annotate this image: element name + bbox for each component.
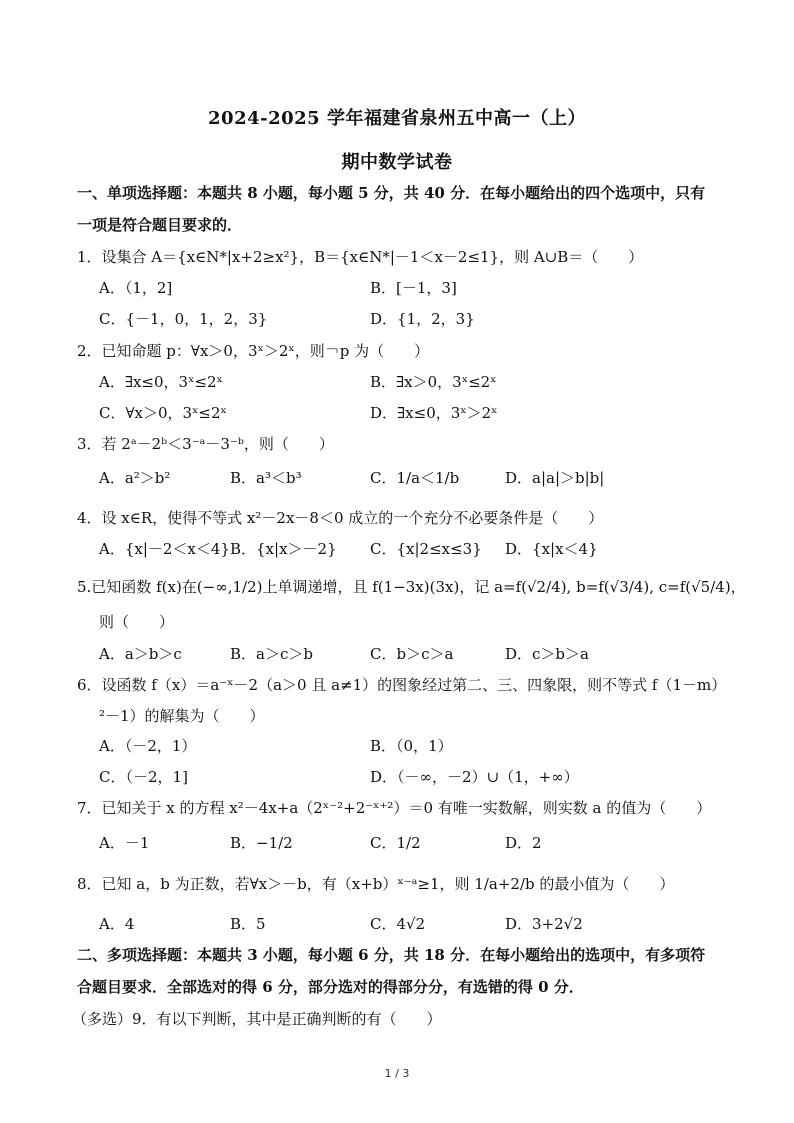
q8-stem: 8．已知 a，b 为正数，若∀x＞－b，有（x+b）ˣ⁻ᵃ≥1，则 1/a+2/b 的最小值为（ ）	[77, 875, 675, 893]
q6-option-d: D．（－∞，－2）∪（1，+∞）	[370, 768, 579, 786]
q2-option-b: B．∃x＞0，3ˣ≤2ˣ	[370, 373, 497, 391]
q4-option-a: A．{x|－2＜x＜4}	[99, 540, 230, 558]
page-subtitle: 期中数学试卷	[341, 152, 453, 173]
q1-stem: 1．设集合 A＝{x∈N*|x+2≥x²}，B＝{x∈N*|－1＜x－2≤1}，则 A∪B＝（ ）	[77, 248, 644, 266]
q3-option-b: B．a³＜b³	[230, 469, 302, 487]
q3-option-a: A．a²＞b²	[99, 469, 171, 487]
section1-heading: 一、单项选择题：本题共 8 小题，每小题 5 分，共 40 分．在每小题给出的四个选项中，只有	[77, 184, 706, 202]
q1-option-a: A．（1，2]	[99, 279, 173, 297]
q3-stem: 3．若 2ᵃ－2ᵇ＜3⁻ᵃ－3⁻ᵇ，则（ ）	[77, 435, 334, 453]
q2-option-d: D．∃x≤0，3ˣ＞2ˣ	[370, 404, 498, 422]
q7-option-b: B．−1/2	[230, 834, 293, 852]
q5-stem-cont: 则（ ）	[99, 613, 175, 631]
q7-option-a: A．－1	[99, 834, 150, 852]
q2-option-a: A．∃x≤0，3ˣ≤2ˣ	[99, 373, 223, 391]
q9-stem: （多选）9．有以下判断，其中是正确判断的有（ ）	[72, 1010, 442, 1028]
q5-option-d: D．c＞b＞a	[505, 645, 589, 663]
q4-option-b: B．{x|x＞－2}	[230, 540, 337, 558]
q5-option-a: A．a＞b＞c	[99, 645, 182, 663]
q4-stem: 4．设 x∈R，使得不等式 x²－2x－8＜0 成立的一个充分不必要条件是（ ）	[77, 509, 604, 527]
q6-option-c: C．（－2，1]	[99, 768, 188, 786]
q2-option-c: C．∀x＞0，3ˣ≤2ˣ	[99, 404, 227, 422]
page-title: 2024-2025 学年福建省泉州五中高一（上）	[208, 108, 586, 129]
q6-stem-cont: ²－1）的解集为（ ）	[99, 707, 265, 725]
q6-stem: 6．设函数 f（x）＝a⁻ˣ－2（a＞0 且 a≠1）的图象经过第二、三、四象限，则不等式 f（1－m）	[77, 676, 727, 694]
section1-heading-cont: 一项是符合题目要求的．	[77, 216, 243, 234]
q7-option-c: C．1/2	[370, 834, 421, 852]
section2-heading: 二、多项选择题：本题共 3 小题，每小题 6 分，共 18 分．在每小题给出的选项中，有多项符	[77, 946, 706, 964]
q6-option-a: A．（－2，1）	[99, 737, 197, 755]
q1-option-d: D．{1，2，3}	[370, 310, 475, 328]
q8-option-a: A．4	[99, 915, 135, 933]
q6-option-b: B．（0，1）	[370, 737, 453, 755]
q4-option-c: C．{x|2≤x≤3}	[370, 540, 482, 558]
section2-heading-cont: 合题目要求．全部选对的得 6 分，部分选对的得部分分，有选错的得 0 分．	[77, 978, 584, 996]
q7-stem: 7．已知关于 x 的方程 x²－4x+a（2ˣ⁻²+2⁻ˣ⁺²）＝0 有唯一实数解，则实数 a 的值为（ ）	[77, 799, 712, 817]
q5-option-c: C．b＞c＞a	[370, 645, 454, 663]
q1-option-b: B．[－1，3]	[370, 279, 457, 297]
q5-option-b: B．a＞c＞b	[230, 645, 313, 663]
q8-option-d: D．3+2√2	[505, 915, 583, 933]
page-number: 1 / 3	[384, 1067, 410, 1080]
q3-option-d: D．a|a|＞b|b|	[505, 469, 605, 487]
q8-option-c: C．4√2	[370, 915, 426, 933]
q3-option-c: C．1/a＜1/b	[370, 469, 460, 487]
q4-option-d: D．{x|x＜4}	[505, 540, 598, 558]
q7-option-d: D．2	[505, 834, 542, 852]
q8-option-b: B．5	[230, 915, 266, 933]
q5-stem: 5.已知函数 f(x)在(−∞,1/2)上单调递增，且 f(1−3x)(3x)，记 a=f(√2/4), b=f(√3/4), c=f(√5/4)，	[77, 578, 746, 596]
q2-stem: 2．已知命题 p：∀x＞0，3ˣ＞2ˣ，则￢p 为（ ）	[77, 342, 430, 360]
q1-option-c: C．{－1，0，1，2，3}	[99, 310, 268, 328]
